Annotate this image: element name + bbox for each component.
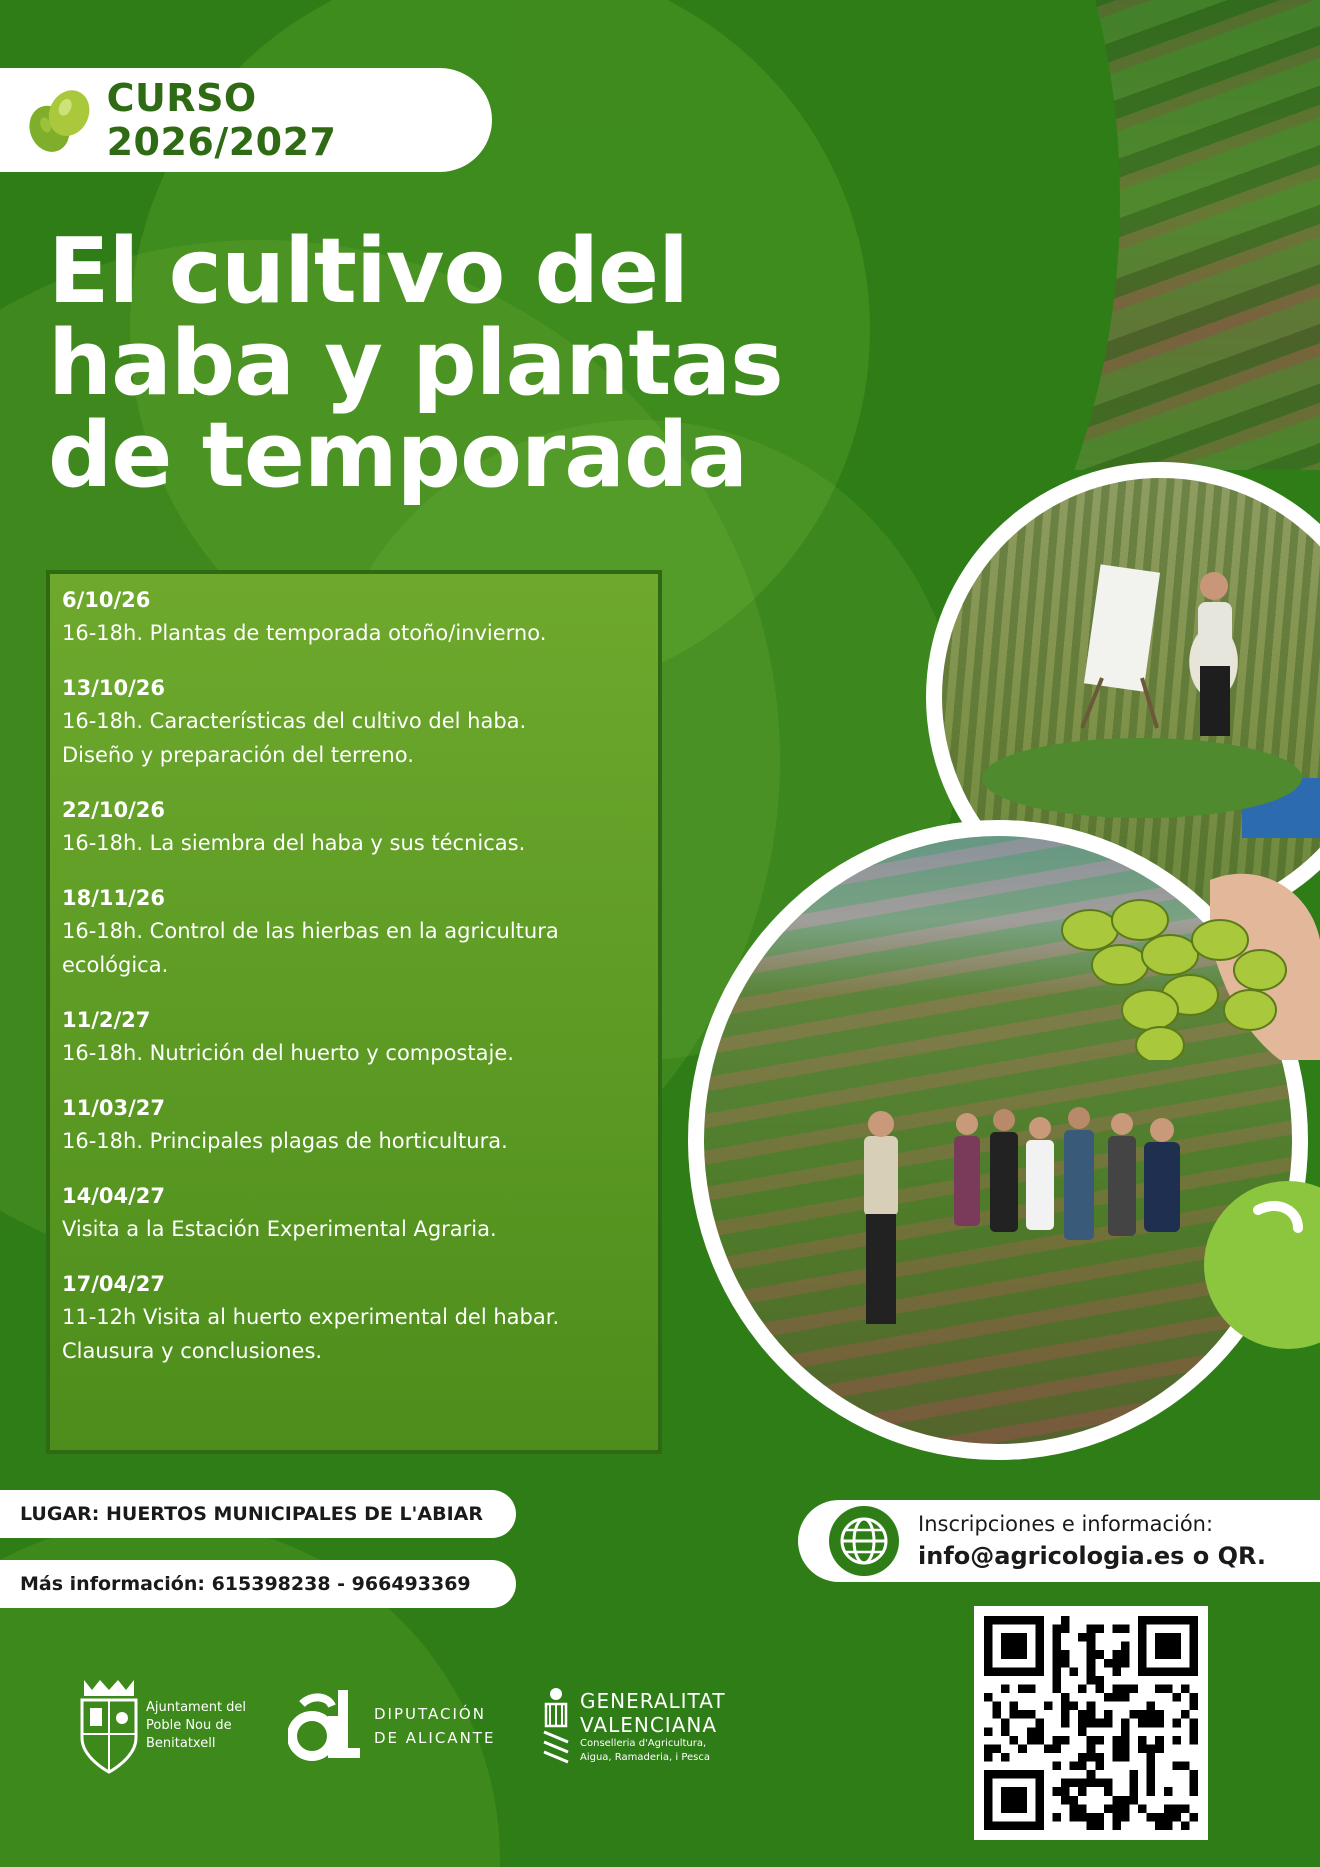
ayuntamiento-line: Poble Nou de xyxy=(146,1718,232,1733)
ayuntamiento-logo xyxy=(76,1676,246,1776)
session-item xyxy=(62,1004,648,1070)
generalitat-subline: Conselleria d'Agricultura, xyxy=(580,1738,707,1749)
diputacion-line: DIPUTACIÓN xyxy=(374,1705,486,1723)
generalitat-logo xyxy=(540,1686,726,1768)
session-description: Diseño y preparación del terreno. xyxy=(62,743,414,767)
qr-code[interactable] xyxy=(974,1606,1208,1840)
contact-text xyxy=(918,1509,1266,1573)
coat-of-arms-icon xyxy=(76,1676,142,1776)
title-line: El cultivo del xyxy=(48,219,688,324)
session-date: 22/10/26 xyxy=(62,798,166,822)
session-date: 11/03/27 xyxy=(62,1096,166,1120)
session-item xyxy=(62,882,648,982)
more-info-text: Más información: 615398238 - 966493369 xyxy=(20,1573,471,1595)
session-date: 6/10/26 xyxy=(62,588,151,612)
generalitat-line: VALENCIANA xyxy=(580,1713,718,1737)
session-item xyxy=(62,672,648,772)
contact-badge xyxy=(798,1500,1320,1582)
session-description: 16-18h. Características del cultivo del haba. xyxy=(62,709,527,733)
session-description: 16-18h. La siembra del haba y sus técnicas. xyxy=(62,831,526,855)
diputacion-name xyxy=(374,1702,495,1750)
schedule-box xyxy=(46,570,662,1454)
globe-icon xyxy=(828,1505,900,1577)
ayuntamiento-line: Benitatxell xyxy=(146,1736,216,1751)
contact-label: Inscripciones e información: xyxy=(918,1512,1214,1536)
session-date: 17/04/27 xyxy=(62,1272,166,1296)
course-label: CURSO 2026/2027 xyxy=(106,76,337,164)
generalitat-subline: Aigua, Ramaderia, i Pesca xyxy=(580,1752,711,1763)
place-text: LUGAR: HUERTOS MUNICIPALES DE L'ABIAR xyxy=(20,1503,483,1525)
session-item xyxy=(62,1180,648,1246)
session-date: 13/10/26 xyxy=(62,676,166,700)
place-pill xyxy=(0,1490,516,1538)
session-date: 11/2/27 xyxy=(62,1008,151,1032)
session-description: ecológica. xyxy=(62,953,169,977)
beans-hand-icon xyxy=(1060,860,1320,1060)
session-description: 16-18h. Nutrición del huerto y compostaje. xyxy=(62,1041,514,1065)
session-item xyxy=(62,794,648,860)
session-item xyxy=(62,584,648,650)
title-line: de temporada xyxy=(48,403,748,508)
title-line: haba y plantas xyxy=(48,311,783,416)
generalitat-logo-icon xyxy=(540,1686,572,1768)
diputacion-line: DE ALICANTE xyxy=(374,1729,496,1747)
qr-pattern xyxy=(984,1616,1198,1830)
ayuntamiento-name xyxy=(146,1699,246,1753)
diputacion-logo-icon xyxy=(288,1684,362,1768)
session-description: Clausura y conclusiones. xyxy=(62,1339,323,1363)
session-item xyxy=(62,1268,648,1368)
course-badge xyxy=(0,68,492,172)
bean-decoration-icon xyxy=(1198,1180,1320,1350)
session-description: 11-12h Visita al huerto experimental del habar. xyxy=(62,1305,560,1329)
session-date: 18/11/26 xyxy=(62,886,166,910)
generalitat-name xyxy=(580,1689,726,1765)
diputacion-logo xyxy=(288,1684,495,1768)
session-description: Visita a la Estación Experimental Agraria. xyxy=(62,1217,497,1241)
page-title xyxy=(48,219,908,508)
ayuntamiento-line: Ajuntament del xyxy=(146,1700,247,1715)
session-item xyxy=(62,1092,648,1158)
bean-logo-icon xyxy=(26,85,93,155)
contact-email[interactable]: info@agricologia.es o QR. xyxy=(918,1542,1267,1570)
generalitat-line: GENERALITAT xyxy=(580,1689,726,1713)
session-date: 14/04/27 xyxy=(62,1184,166,1208)
session-description: 16-18h. Plantas de temporada otoño/invierno. xyxy=(62,621,547,645)
more-info-pill xyxy=(0,1560,516,1608)
session-description: 16-18h. Control de las hierbas en la agricultura xyxy=(62,919,559,943)
session-description: 16-18h. Principales plagas de horticultura. xyxy=(62,1129,508,1153)
